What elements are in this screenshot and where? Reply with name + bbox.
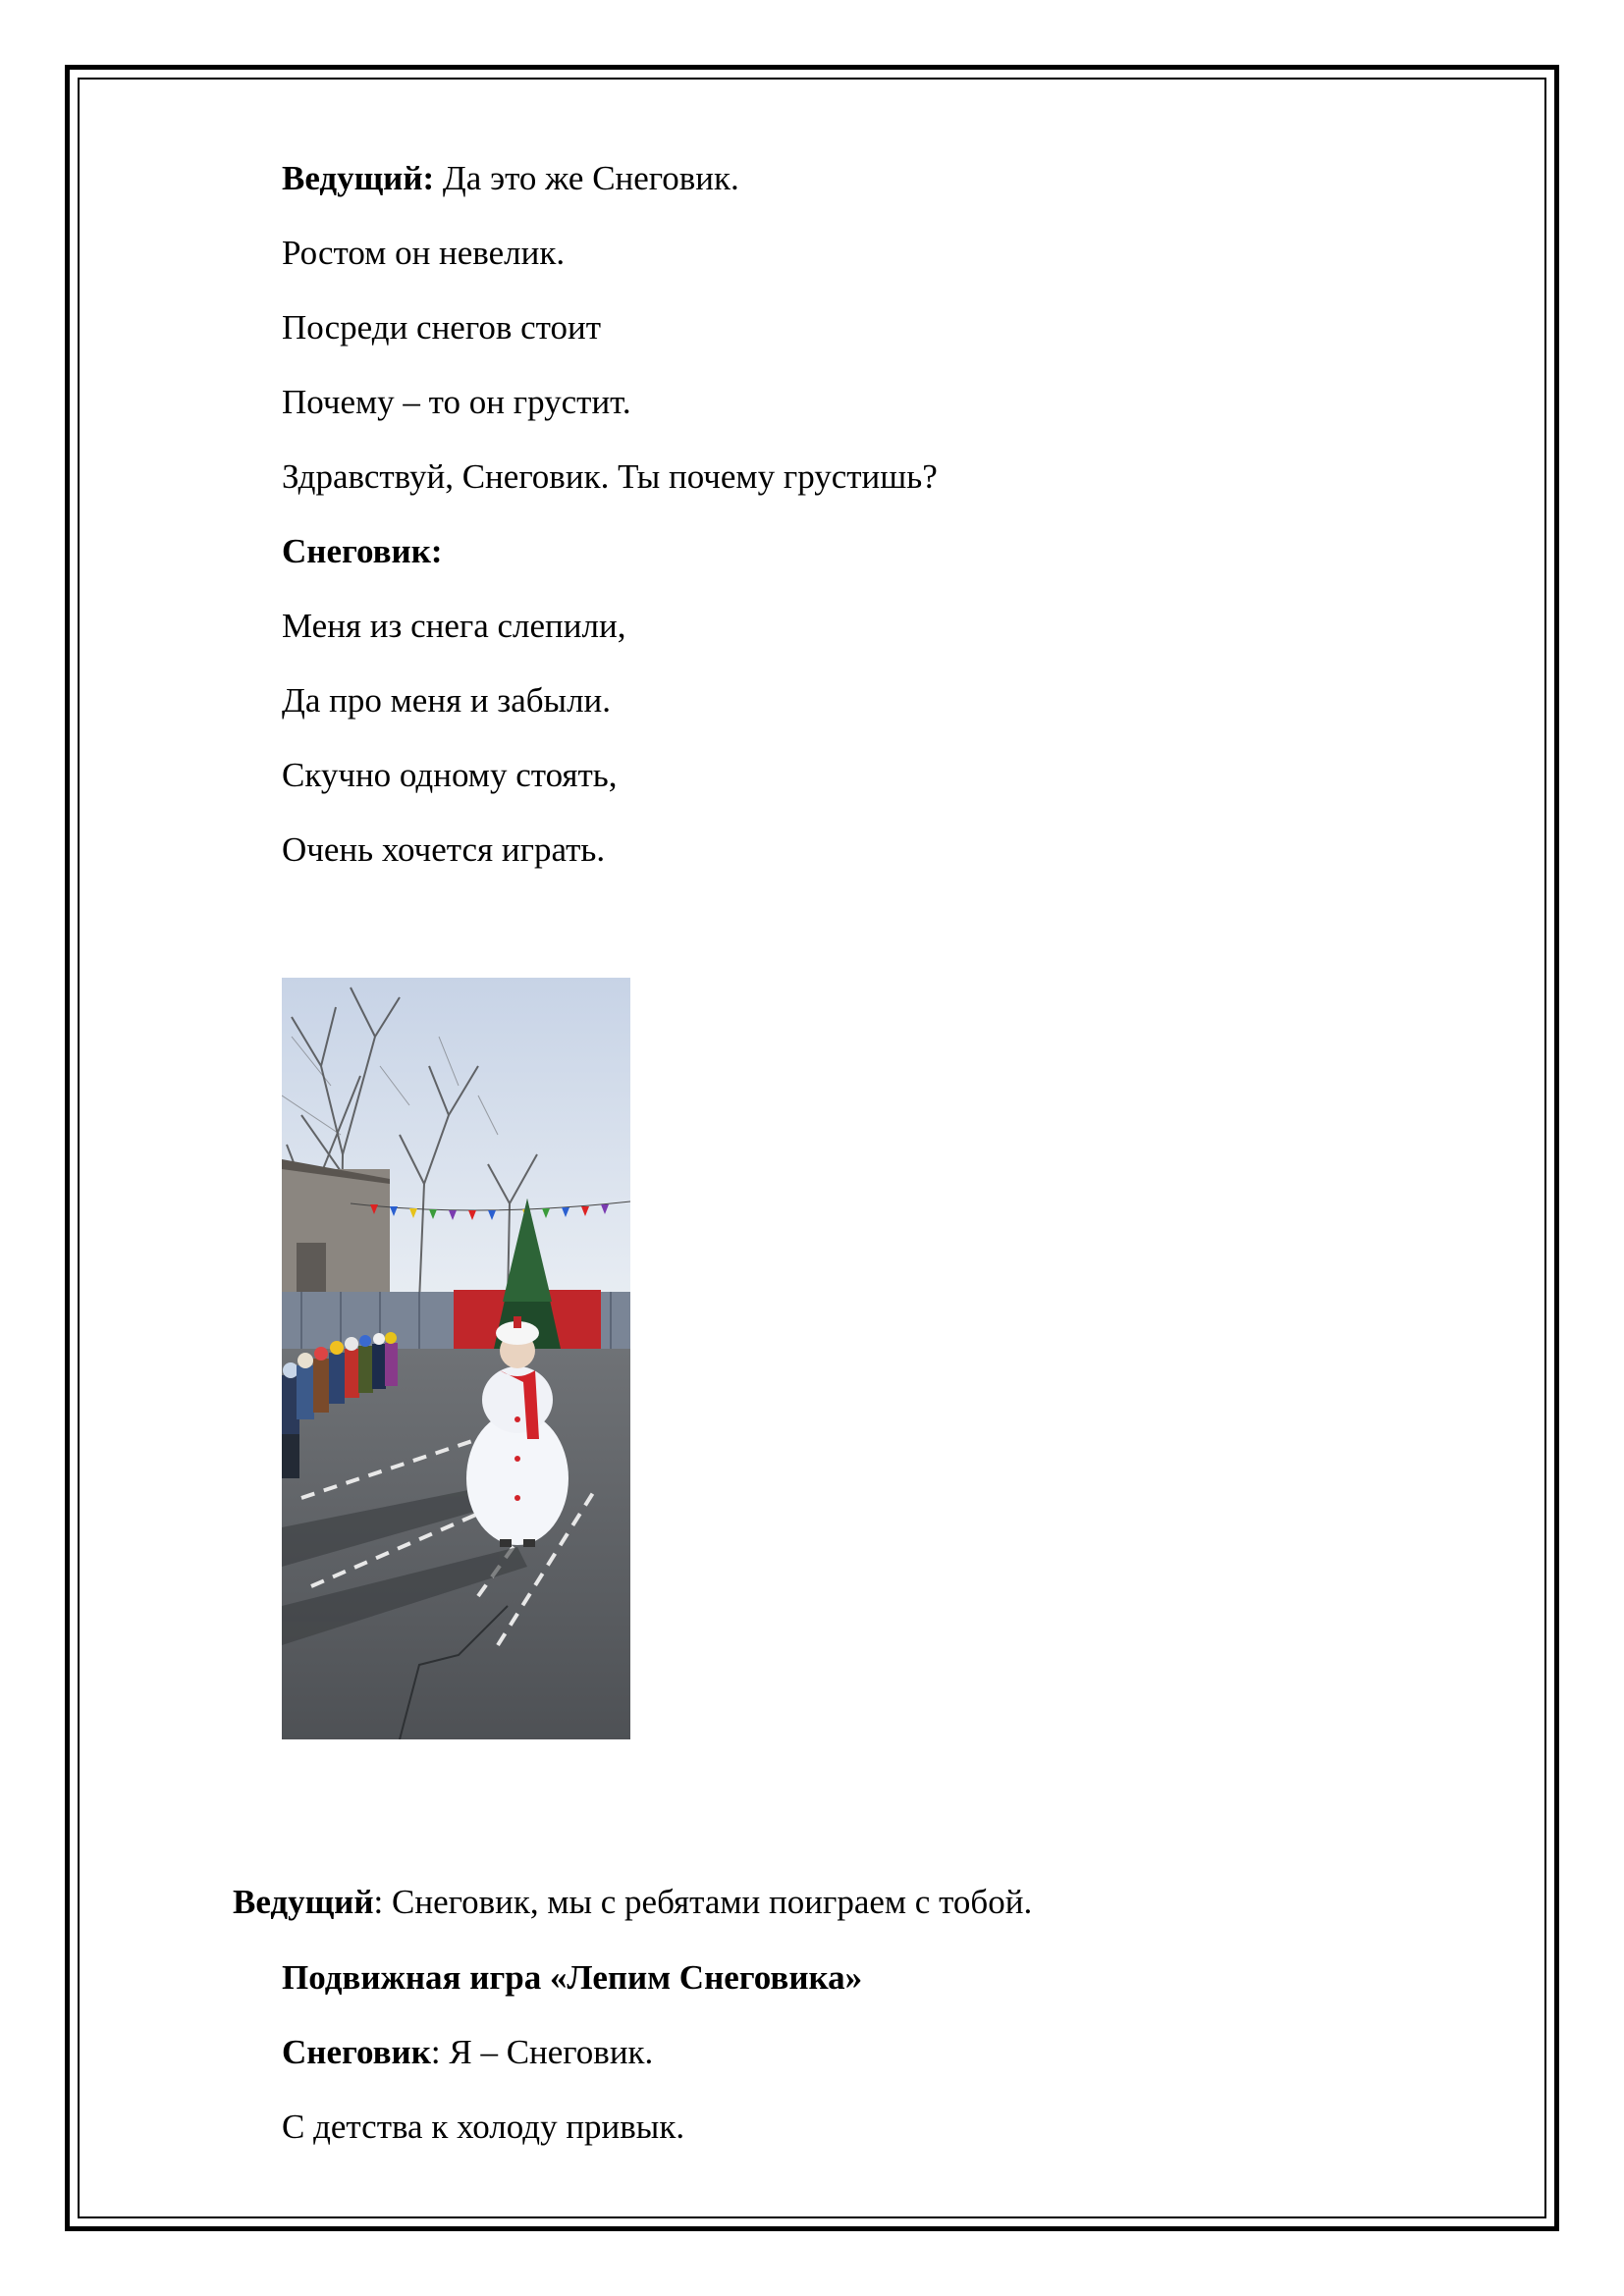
poem-line: С детства к холоду привык. xyxy=(282,2108,685,2146)
poem-line: Скучно одному стоять, xyxy=(282,756,618,794)
line-snowman-intro xyxy=(282,2033,653,2072)
game-heading-text: Подвижная игра «Лепим Снеговика» xyxy=(282,1958,863,1997)
poem-line: Меня из снега слепили, xyxy=(282,607,626,645)
line-text: : Я – Снеговик. xyxy=(430,2033,654,2071)
poem-line: Ростом он невелик. xyxy=(282,234,566,272)
speaker-snowman: Снеговик xyxy=(282,2033,431,2071)
poem-line: Да про меня и забыли. xyxy=(282,681,612,720)
line-host-intro xyxy=(282,159,739,198)
speaker-host: Ведущий: xyxy=(282,159,435,197)
line-host-game xyxy=(233,1883,1032,1922)
speaker-host: Ведущий xyxy=(233,1883,374,1921)
snowman-photo xyxy=(282,978,630,1739)
game-heading xyxy=(282,1958,862,1998)
poem-line: Очень хочется играть. xyxy=(282,830,606,869)
poem-line: Посреди снегов стоит xyxy=(282,308,601,347)
poem-line: Здравствуй, Снеговик. Ты почему грустишь? xyxy=(282,457,938,496)
poem-line: Почему – то он грустит. xyxy=(282,383,631,421)
speaker-snowman xyxy=(282,532,443,571)
line-text: Да это же Снеговик. xyxy=(434,159,739,197)
speaker-label: Снеговик: xyxy=(282,532,443,570)
line-text: : Снеговик, мы с ребятами поиграем с тобой. xyxy=(373,1883,1033,1921)
